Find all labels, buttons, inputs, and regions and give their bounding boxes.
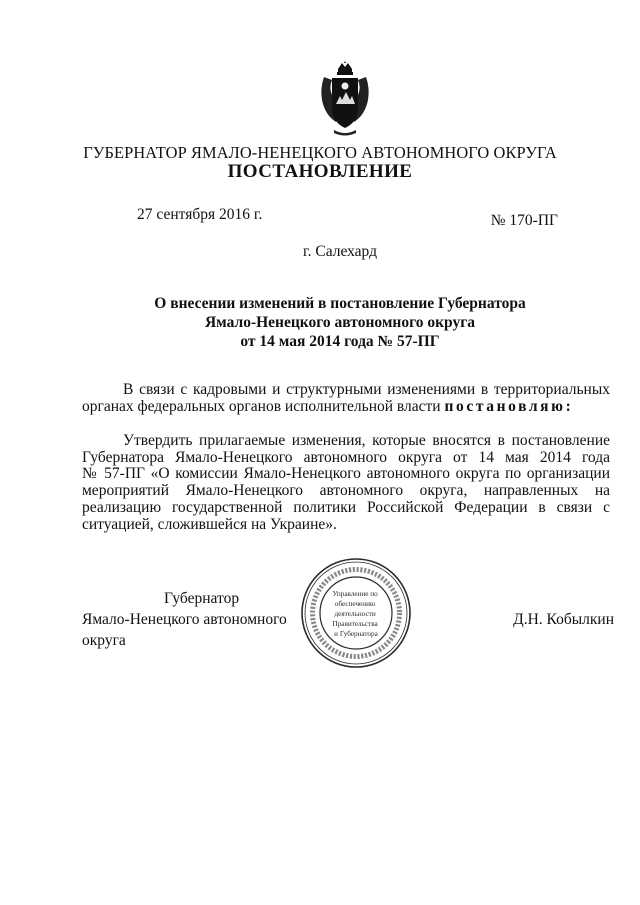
paragraph-line: мероприятий Ямало-Ненецкого автономного округа, направленных на (82, 482, 610, 500)
paragraph-line-text: органах федеральных органов исполнительной власти (82, 397, 441, 415)
coat-of-arms-emblem (318, 60, 372, 138)
paragraph-line: реализацию государственной политики Российской Федерации в связи с (82, 498, 610, 516)
stamp-line: деятельности (334, 610, 376, 618)
stamp-line: обеспечению (334, 600, 376, 608)
resolving-word: постановляю: (444, 397, 574, 415)
subject-line: Ямало-Ненецкого автономного округа (204, 314, 475, 331)
document-number: № 170-ПГ (490, 212, 558, 229)
operative-paragraph (82, 433, 610, 533)
paragraph-line: ситуацией, сложившейся на Украине». (82, 515, 337, 533)
stamp-inner-text (332, 590, 379, 638)
document-subject (100, 294, 580, 351)
document-date: 27 сентября 2016 г. (137, 206, 263, 223)
signatory-name: Д.Н. Кобылкин (513, 611, 614, 628)
paragraph-line (82, 399, 610, 416)
signatory-title-line: Ямало-Ненецкого автономного округа (82, 611, 287, 649)
signatory-title-line: Губернатор (164, 590, 240, 607)
stamp-line: Управление по (332, 590, 378, 598)
issuing-authority: ГУБЕРНАТОР ЯМАЛО-НЕНЕЦКОГО АВТОНОМНОГО ОКРУГА (83, 143, 557, 162)
stamp-line: и Губернатора (334, 630, 378, 638)
subject-line: от 14 мая 2014 года № 57-ПГ (240, 333, 440, 350)
paragraph-line: Губернатора Ямало-Ненецкого автономного округа от 14 мая 2014 года (82, 448, 610, 466)
preamble-paragraph (82, 382, 610, 415)
signatory-title (82, 588, 332, 651)
document-city: г. Салехард (303, 243, 377, 260)
official-stamp (300, 557, 412, 669)
paragraph-line: Утвердить прилагаемые изменения, которые вносятся в постановление (123, 432, 610, 449)
subject-line: О внесении изменений в постановление Губернатора (154, 295, 526, 312)
document-type-title: ПОСТАНОВЛЕНИЕ (227, 161, 413, 182)
paragraph-line: В связи с кадровыми и структурными изменениями в территориальных (123, 381, 610, 398)
stamp-line: Правительства (332, 620, 378, 628)
paragraph-line: № 57-ПГ «О комиссии Ямало-Ненецкого автономного округа по организации (82, 465, 610, 483)
